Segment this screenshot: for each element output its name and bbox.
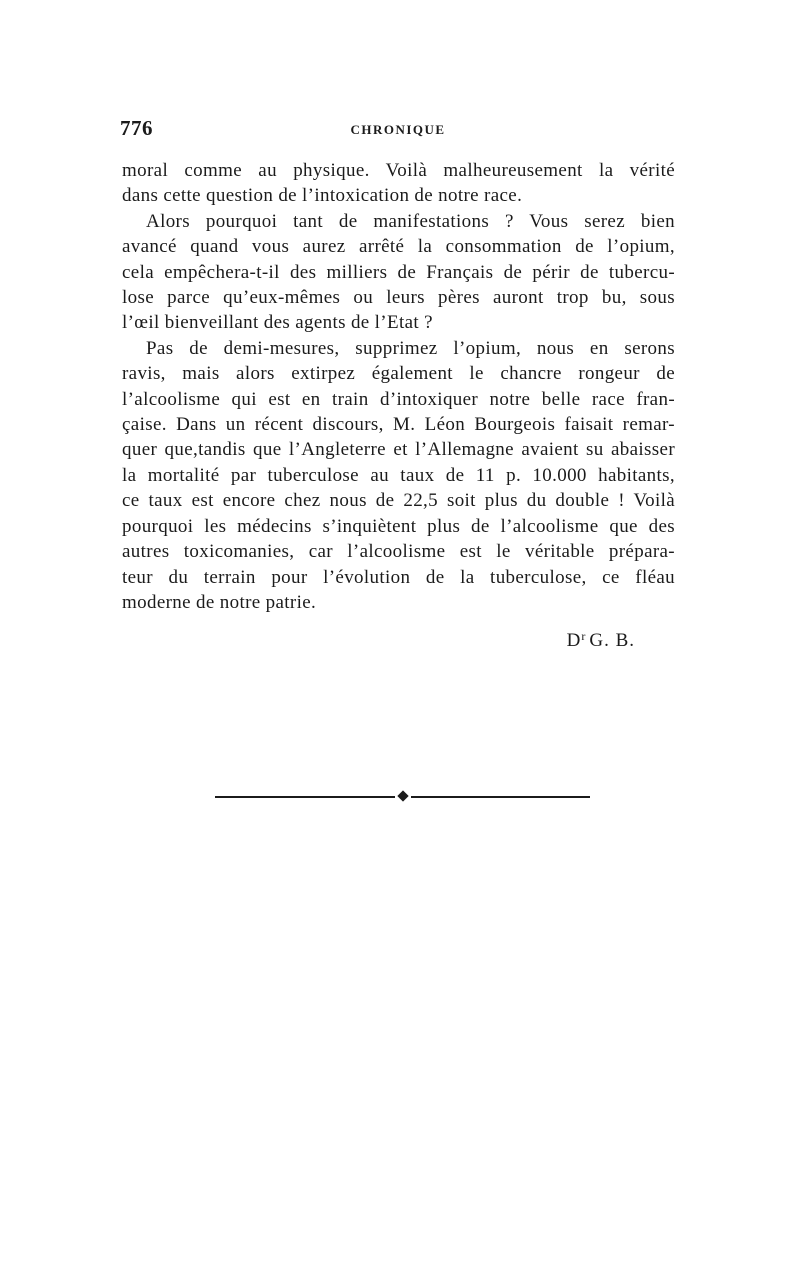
text-line: dans cette question de l’intoxication de notre race. bbox=[122, 185, 523, 207]
text-line: Alors pourquoi tant de manifestations ? Vous serez bien bbox=[146, 210, 675, 232]
text-line: avancé quand vous aurez arrêté la consommation de l’opium, bbox=[122, 236, 675, 258]
signature-prefix: D bbox=[566, 630, 582, 652]
page-number: 776 bbox=[120, 116, 153, 140]
text-line: teur du terrain pour l’évolution de la tuberculose, ce fléau bbox=[122, 566, 675, 588]
text-line: pourquoi les médecins s’inquiètent plus de l’alcoolisme que des bbox=[122, 515, 675, 537]
text-line: autres toxicomanies, car l’alcoolisme est le véritable prépara- bbox=[122, 541, 675, 563]
diamond-ornament-icon bbox=[397, 790, 408, 801]
text-line: ravis, mais alors extirpez également le chancre rongeur de bbox=[122, 363, 675, 385]
ornamental-divider bbox=[215, 790, 590, 804]
text-line: moderne de notre patrie. bbox=[122, 591, 317, 613]
text-line: çaise. Dans un récent discours, M. Léon Bourgeois faisait remar- bbox=[122, 414, 675, 436]
text-line: ce taux est encore chez nous de 22,5 soit plus du double ! Voilà bbox=[122, 490, 675, 512]
text-line: la mortalité par tuberculose au taux de 11 p. 10.000 habitants, bbox=[122, 464, 675, 486]
divider-rule-right bbox=[411, 796, 590, 798]
signature-name: G. B. bbox=[589, 630, 635, 652]
text-line: l’œil bienveillant des agents de l’Etat ? bbox=[122, 312, 433, 334]
text-line: quer que,tandis que l’Angleterre et l’Allemagne avaient su abaisser bbox=[122, 439, 675, 461]
signature bbox=[122, 624, 675, 653]
text-line: cela empêchera-t-il des milliers de Français de périr de tubercu- bbox=[122, 261, 675, 283]
text-line: lose parce qu’eux-mêmes ou leurs pères auront trop bu, sous bbox=[122, 287, 675, 309]
section-title: CHRONIQUE bbox=[350, 122, 446, 137]
running-head bbox=[120, 116, 676, 146]
divider-rule-left bbox=[215, 796, 395, 798]
text-line: moral comme au physique. Voilà malheureusement la vérité bbox=[122, 160, 675, 181]
body-text bbox=[122, 158, 675, 654]
text-line: l’alcoolisme qui est en train d’intoxiquer notre belle race fran- bbox=[122, 388, 675, 410]
signature-superscript: r bbox=[581, 629, 587, 644]
text-line: Pas de demi-mesures, supprimez l’opium, nous en serons bbox=[146, 337, 675, 359]
